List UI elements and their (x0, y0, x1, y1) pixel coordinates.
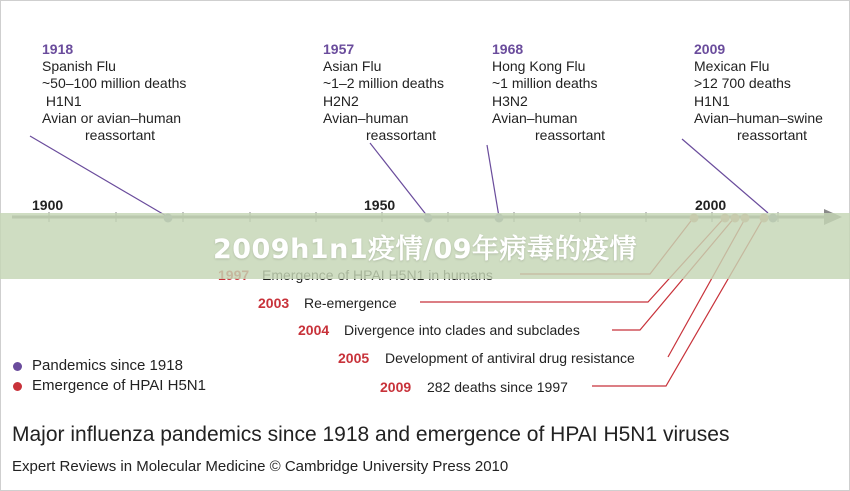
axis-label-1950: 1950 (364, 197, 396, 213)
title-banner (0, 213, 850, 279)
pandemic-name: Mexican Flu (694, 58, 770, 74)
pandemic-deaths: ~50–100 million deaths (42, 75, 187, 91)
pandemic-connector-1968 (487, 145, 499, 217)
pandemic-subtype: H1N1 (694, 93, 730, 109)
pandemic-origin: Avian–human (492, 110, 578, 126)
event-desc-2009: 282 deaths since 1997 (427, 379, 568, 395)
pandemic-connectors (30, 136, 768, 217)
legend-dot-h5n1 (13, 382, 22, 391)
pandemic-year: 2009 (694, 41, 726, 57)
pandemic-origin: Avian–human (323, 110, 409, 126)
event-desc-2003: Re-emergence (304, 295, 397, 311)
pandemic-year: 1918 (42, 41, 74, 57)
pandemic-deaths: ~1–2 million deaths (323, 75, 445, 91)
pandemic-deaths: >12 700 deaths (694, 75, 791, 91)
event-desc-2004: Divergence into clades and subclades (344, 322, 580, 338)
pandemic-origin-cont: reassortant (366, 127, 437, 143)
event-desc-2005: Development of antiviral drug resistance (385, 350, 635, 366)
pandemic-name: Hong Kong Flu (492, 58, 586, 74)
event-year-2004: 2004 (298, 322, 330, 338)
figure-source: Expert Reviews in Molecular Medicine © Cambridge University Press 2010 (12, 458, 509, 475)
axis-label-1900: 1900 (32, 197, 64, 213)
legend-dot-pandemics (13, 362, 22, 371)
pandemic-name: Spanish Flu (42, 58, 116, 74)
pandemic-origin: Avian or avian–human (42, 110, 182, 126)
pandemic-subtype: H1N1 (42, 93, 82, 109)
pandemic-origin: Avian–human–swine (694, 110, 823, 126)
pandemic-subtype: H3N2 (492, 93, 528, 109)
event-year-2005: 2005 (338, 350, 370, 366)
figure-caption: Major influenza pandemics since 1918 and emergence of HPAI H5N1 viruses (12, 423, 730, 446)
pandemic-year: 1968 (492, 41, 524, 57)
pandemic-subtype: H2N2 (323, 93, 359, 109)
pandemic-origin-cont: reassortant (737, 127, 808, 143)
pandemic-name: Asian Flu (323, 58, 382, 74)
pandemic-year: 1957 (323, 41, 355, 57)
banner-title: 2009h1n1疫情/09年病毒的疫情 (212, 233, 638, 265)
pandemic-origin-cont: reassortant (85, 127, 156, 143)
event-year-2003: 2003 (258, 295, 290, 311)
pandemic-deaths: ~1 million deaths (492, 75, 598, 91)
pandemic-origin-cont: reassortant (535, 127, 606, 143)
legend-label-h5n1: Emergence of HPAI H5N1 (32, 377, 206, 394)
legend-label-pandemics: Pandemics since 1918 (32, 357, 183, 374)
event-year-2009: 2009 (380, 379, 412, 395)
axis-label-2000: 2000 (695, 197, 727, 213)
